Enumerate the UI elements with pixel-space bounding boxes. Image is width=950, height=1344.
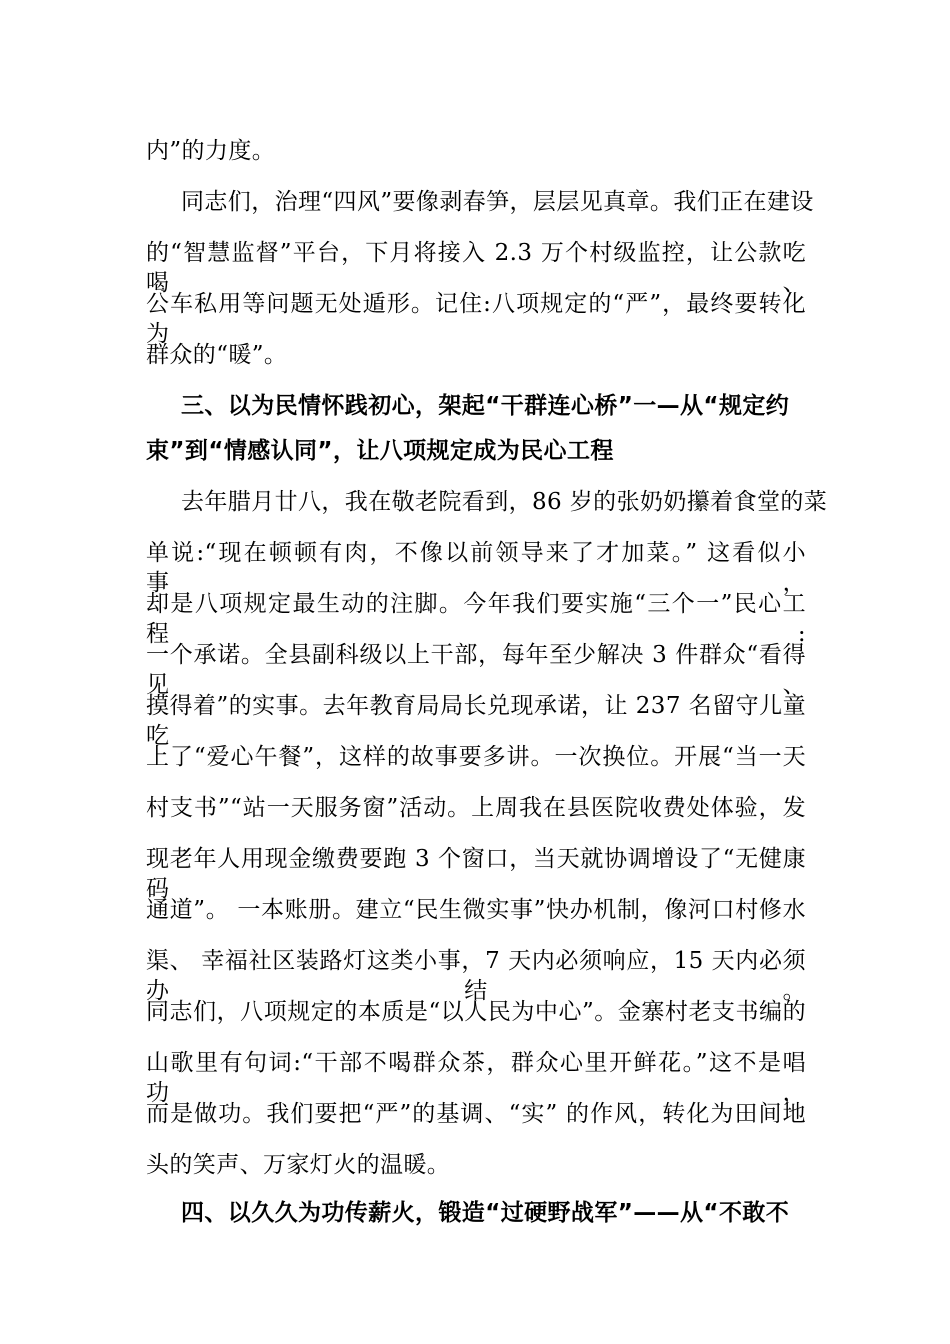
paragraph-line: 群众的“暖”。 xyxy=(146,342,288,368)
paragraph-line: 通道”。 一本账册。建立“民生微实事”快办机制，像河口村修水 xyxy=(146,897,806,923)
paragraph-line: 同志们，治理“四风”要像剥春笋，层层见真章。我们正在建设 xyxy=(181,189,814,215)
section-heading: 三、以为民情怀践初心，架起“干群连心桥”一—从“规定约 xyxy=(181,393,790,419)
paragraph-line: 单说:“现在顿顿有肉，不像以前领导来了才加菜。” 这看似小事， xyxy=(146,540,806,596)
paragraph-line: 去年腊月廿八，我在敬老院看到，86 岁的张奶奶攥着食堂的菜 xyxy=(181,489,828,515)
paragraph-line: 公车私用等问题无处遁形。记住:八项规定的“严”，最终要转化为 xyxy=(146,291,806,347)
paragraph-line: 村支书”“站一天服务窗”活动。上周我在县医院收费处体验，发 xyxy=(146,795,806,821)
paragraph-line: 却是八项规定最生动的注脚。今年我们要实施“三个一”民心工程: xyxy=(146,591,806,647)
paragraph-line: 同志们，八项规定的本质是“以人民为中心”。金寨村老支书编的 xyxy=(146,999,806,1025)
section-heading: 束”到“情感认同”，让八项规定成为民心工程 xyxy=(146,438,614,464)
paragraph-line: 摸得着”的实事。去年教育局局长兑现承诺，让 237 名留守儿童吃 xyxy=(146,693,806,749)
paragraph-line: 一个承诺。全县副科级以上干部，每年至少解决 3 件群众“看得见、 xyxy=(146,642,806,698)
paragraph-line: 的“智慧监督”平台，下月将接入 2.3 万个村级监控，让公款吃喝、 xyxy=(146,240,806,296)
paragraph-line: 头的笑声、万家灯火的温暖。 xyxy=(146,1152,451,1178)
paragraph-line: 而是做功。我们要把“严”的基调、“实” 的作风，转化为田间地 xyxy=(146,1101,806,1127)
paragraph-line: 内”的力度。 xyxy=(146,138,276,164)
paragraph-line: 渠、 幸福社区装路灯这类小事，7 天内必须响应，15 天内必须办结。 xyxy=(146,948,806,1004)
section-heading: 四、以久久为功传薪火，锻造“过硬野战军”——从“不敢不 xyxy=(181,1200,790,1226)
paragraph-line: 现老年人用现金缴费要跑 3 个窗口，当天就协调增设了“无健康码 xyxy=(146,846,806,902)
paragraph-line: 上了“爱心午餐”，这样的故事要多讲。一次换位。开展“当一天 xyxy=(146,744,806,770)
paragraph-line: 山歌里有句词:“干部不喝群众茶，群众心里开鲜花。”这不是唱功， xyxy=(146,1050,806,1106)
